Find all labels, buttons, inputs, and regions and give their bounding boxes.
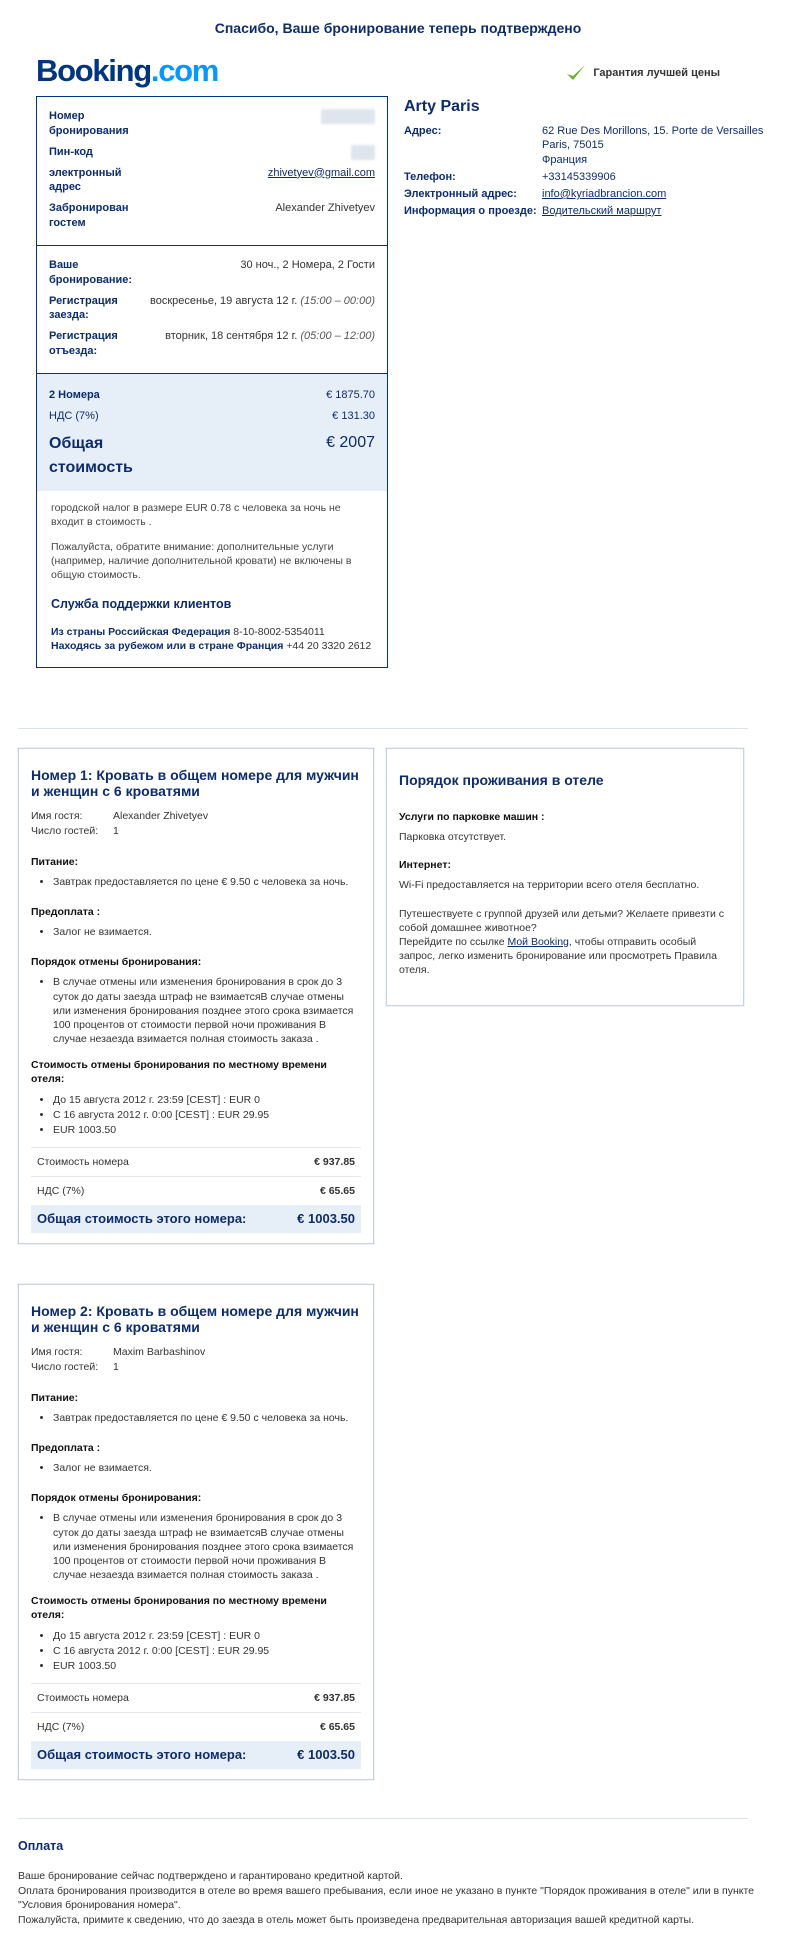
payment-section	[18, 1838, 758, 1928]
checkout-value: вторник, 18 сентября 12 г. (05:00 – 12:00)	[165, 330, 375, 343]
your-booking-value: 30 ноч., 2 Номера, 2 Гости	[240, 258, 375, 271]
meals-title: Питание:	[31, 1391, 79, 1404]
internet-title: Интернет:	[399, 859, 451, 872]
guest-count-label: Число гостей:	[31, 825, 99, 838]
my-booking-note: Перейдите по ссылке Мой Booking, чтобы отправить особый запрос, легко изменить бронирование или просмотреть Правила отеля.	[399, 935, 717, 977]
room-1-card	[18, 748, 374, 1244]
cancel-cost-item: • EUR 1003.50	[53, 1659, 361, 1673]
city-tax-note: городской налог в размере EUR 0.78 с человека за ночь не входит в стоимость .	[51, 502, 341, 529]
payment-line: Оплата бронирования производится в отеле во время вашего пребывания, если иное не указано в пункте "Порядок проживания в отеле" или в пункте "Условия бронирования номера".	[18, 1884, 755, 1912]
prepay-title: Предоплата :	[31, 1441, 101, 1454]
support-title: Служба поддержки клиентов	[51, 597, 232, 612]
hotel-email-label: Электронный адрес:	[404, 187, 517, 200]
guest-count-label: Число гостей:	[31, 1361, 99, 1374]
booked-by-value: Alexander Zhivetyev	[275, 202, 375, 215]
guest-name: Maxim Barbashinov	[113, 1346, 206, 1359]
hotel-address: 62 Rue Des Morillons, 15. Porte de Versailles Paris, 75015 Франция	[542, 124, 764, 167]
cancel-cost-item: • С 16 августа 2012 г. 0:00 [CEST] : EUR 29.95	[53, 1108, 361, 1122]
guest-email-link[interactable]: zhivetyev@gmail.com	[267, 166, 375, 179]
payment-title: Оплата	[18, 1839, 64, 1853]
address-label: Адрес:	[404, 124, 442, 137]
checkin-value: воскресенье, 19 августа 12 г. (15:00 – 00:00)	[150, 294, 375, 307]
checkmark-icon	[565, 62, 587, 84]
group-question: Путешествуете с группой друзей или детьми? Желаете привезти с собой домашнее животное?	[399, 907, 725, 934]
meals-info: • Завтрак предоставляется по цене € 9.50 с человека за ночь.	[53, 1411, 361, 1425]
prepay-title: Предоплата :	[31, 905, 101, 918]
hotel-email-link[interactable]: info@kyriadbrancion.com	[542, 187, 667, 200]
guest-name: Alexander Zhivetyev	[113, 810, 209, 823]
room-total-label: Общая стоимость этого номера:	[37, 1747, 247, 1763]
room-vat-label: НДС (7%)	[37, 1185, 85, 1198]
parking-title: Услуги по парковке машин :	[399, 810, 545, 823]
room-cost-label: Стоимость номера	[37, 1692, 129, 1705]
divider	[18, 728, 748, 729]
room-total: € 1003.50	[297, 1747, 355, 1763]
booking-number-label: Номер бронирования	[49, 110, 129, 137]
internet-info: Wi-Fi предоставляется на территории всего отеля бесплатно.	[399, 879, 700, 892]
policy-title: Порядок проживания в отеле	[399, 772, 604, 788]
payment-line: Ваше бронирование сейчас подтверждено и гарантировано кредитной картой.	[18, 1869, 403, 1882]
vat-price: € 131.30	[332, 409, 375, 422]
support-ru: Из страны Российская Федерация 8-10-8002-5354011	[51, 625, 325, 638]
cancel-cost-title: Стоимость отмены бронирования по местному времени отеля:	[31, 1595, 327, 1622]
room-costs	[31, 1683, 361, 1769]
total-price-label: Общая стоимость	[49, 434, 133, 477]
directions-label: Информация о проезде:	[404, 204, 537, 217]
room-total-label: Общая стоимость этого номера:	[37, 1211, 247, 1227]
pin-label: Пин-код	[49, 145, 93, 158]
cancel-cost-item: • До 15 августа 2012 г. 23:59 [CEST] : EUR 0	[53, 1093, 361, 1107]
divider	[18, 1818, 748, 1819]
driving-directions-link[interactable]: Водительский маршрут	[542, 204, 662, 217]
room-cost: € 937.85	[314, 1692, 355, 1705]
booking-ids	[37, 97, 387, 245]
booked-by-label: Забронирован гостем	[49, 202, 129, 230]
room-title: Номер 2: Кровать в общем номере для мужчин и женщин с 6 кроватями	[31, 1303, 359, 1336]
cancel-cost-item: • С 16 августа 2012 г. 0:00 [CEST] : EUR 29.95	[53, 1644, 361, 1658]
checkin-label: Регистрация заезда:	[49, 294, 118, 322]
room-vat: € 65.65	[319, 1721, 355, 1734]
room-title: Номер 1: Кровать в общем номере для мужчин и женщин с 6 кроватями	[31, 767, 359, 800]
hotel-phone: +33145339906	[542, 171, 616, 184]
extras-note: Пожалуйста, обратите внимание: дополнительные услуги (например, наличие дополнительной кровати) не включены в общую стоимость.	[51, 540, 352, 581]
guest-count: 1	[113, 1361, 119, 1374]
payment-line: Пожалуйста, примите к сведению, что до заезда в отель может быть произведена предварительная авторизация вашей кредитной карты.	[18, 1913, 694, 1926]
cancel-cost-item: • До 15 августа 2012 г. 23:59 [CEST] : EUR 0	[53, 1629, 361, 1643]
confirmation-title: Спасибо, Ваше бронирование теперь подтверждено	[214, 20, 582, 36]
booking-summary-box	[36, 96, 388, 668]
cancel-cost-item: • EUR 1003.50	[53, 1123, 361, 1137]
my-booking-link[interactable]: Мой Booking	[507, 935, 569, 948]
rooms-price-label: 2 Номера	[49, 388, 100, 401]
hotel-policy-card	[386, 748, 744, 1006]
booking-notes	[37, 491, 387, 667]
header	[18, 44, 778, 96]
room-vat-label: НДС (7%)	[37, 1721, 85, 1734]
prepay-info: • Залог не взимается.	[53, 1461, 361, 1475]
meals-info: • Завтрак предоставляется по цене € 9.50 с человека за ночь.	[53, 875, 361, 889]
cancel-title: Порядок отмены бронирования:	[31, 956, 202, 969]
phone-label: Телефон:	[404, 171, 456, 184]
cancel-info: • В случае отмены или изменения бронирования в срок до 3 суток до даты заезда штраф не взимаетсяВ случае отмены или изменения бронирования позднее этого срока взимается 100 процентов от стоимости первой ночи проживания В случае незаезда взимается полная стоимость заказа .	[53, 1511, 361, 1582]
summary-section	[18, 96, 778, 706]
guest-name-label: Имя гостя:	[31, 810, 83, 823]
vat-label: НДС (7%)	[49, 409, 99, 422]
cancel-cost-title: Стоимость отмены бронирования по местному времени отеля:	[31, 1059, 327, 1086]
best-price-guarantee: Гарантия лучшей цены	[565, 62, 720, 84]
email-label: электронный адрес	[49, 166, 122, 194]
guest-count: 1	[113, 825, 119, 838]
total-price: € 2007	[326, 433, 375, 451]
rooms-price: € 1875.70	[326, 388, 375, 401]
room-total: € 1003.50	[297, 1211, 355, 1227]
your-booking-label: Ваше бронирование:	[49, 258, 132, 286]
room-cost-label: Стоимость номера	[37, 1156, 129, 1169]
cancel-info: • В случае отмены или изменения бронирования в срок до 3 суток до даты заезда штраф не взимаетсяВ случае отмены или изменения бронирования позднее этого срока взимается 100 процентов от стоимости первой ночи проживания В случае незаезда взимается полная стоимость заказа .	[53, 975, 361, 1046]
prepay-info: • Залог не взимается.	[53, 925, 361, 939]
room-vat: € 65.65	[319, 1185, 355, 1198]
hotel-name: Arty Paris	[404, 98, 480, 115]
support-abroad: Находясь за рубежом или в стране Франция +44 20 3320 2612	[51, 640, 372, 653]
price-summary	[37, 373, 387, 491]
room-cost: € 937.85	[314, 1156, 355, 1169]
room-costs	[31, 1147, 361, 1233]
checkout-label: Регистрация отъезда:	[49, 330, 118, 358]
pin-code	[351, 145, 375, 160]
booking-dates	[37, 245, 387, 373]
booking-number	[321, 109, 375, 124]
room-2-card	[18, 1284, 374, 1780]
booking-logo[interactable]: Booking.com	[36, 53, 219, 88]
parking-info: Парковка отсутствует.	[399, 831, 507, 844]
hotel-info	[404, 96, 794, 221]
meals-title: Питание:	[31, 855, 79, 868]
guest-name-label: Имя гостя:	[31, 1346, 83, 1359]
cancel-title: Порядок отмены бронирования:	[31, 1492, 202, 1505]
